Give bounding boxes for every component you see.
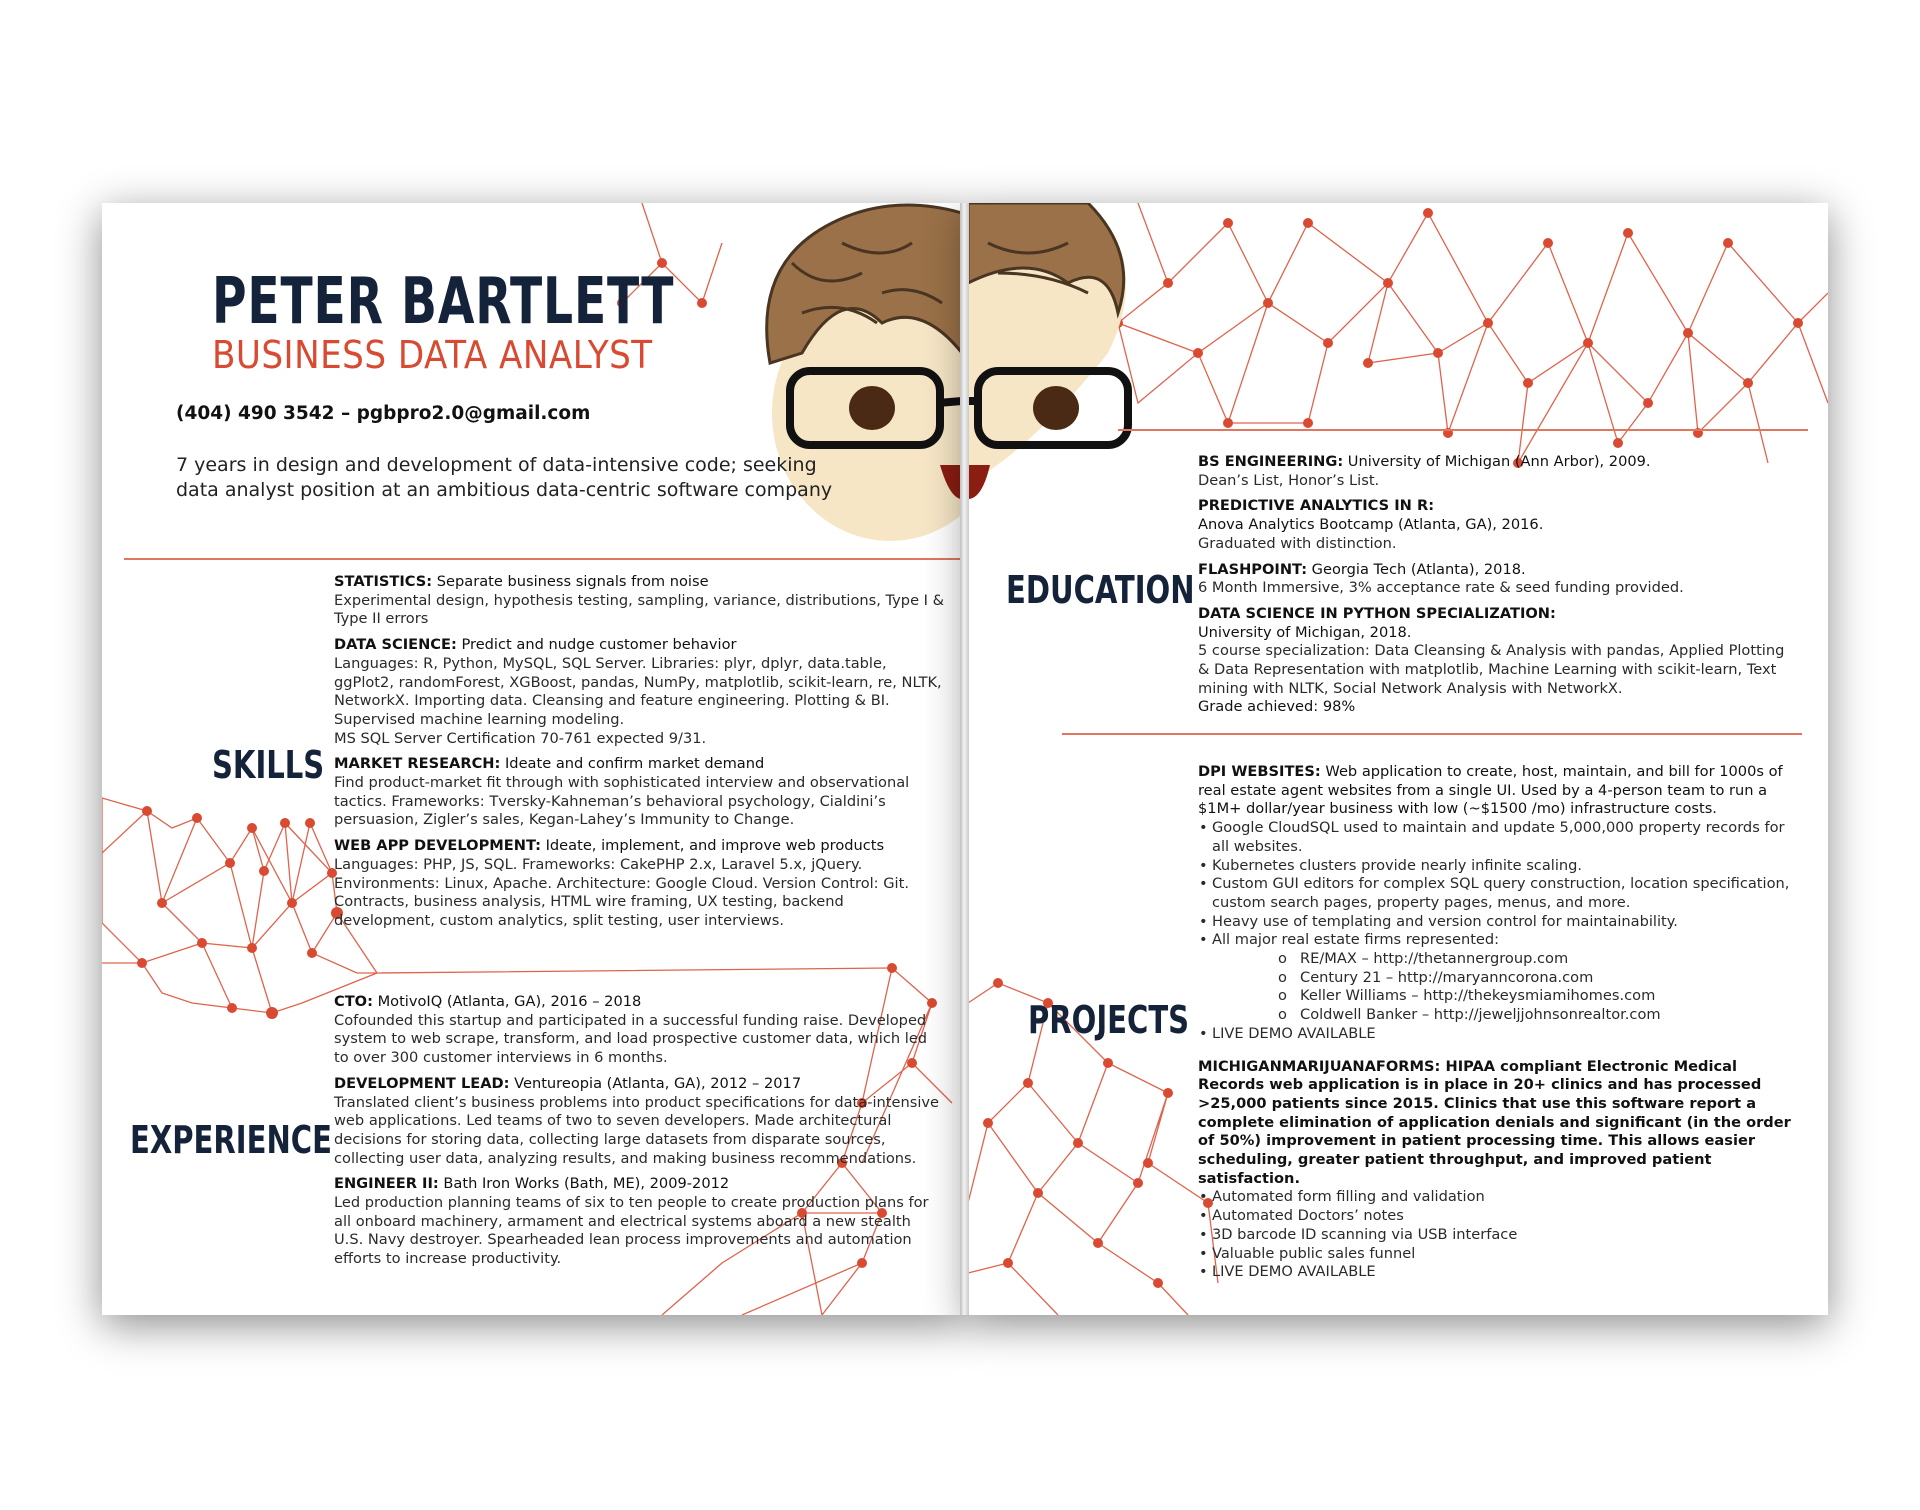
list-item: • Heavy use of templating and version control for maintainability.	[1198, 913, 1803, 932]
section-heading-education: EDUCATION	[1006, 568, 1195, 612]
section-heading-skills: SKILLS	[212, 743, 325, 787]
experience-role: CTO:	[334, 993, 373, 1010]
list-item: • Valuable public sales funnel	[1198, 1245, 1803, 1264]
experience-text: Cofounded this startup and participated in a successful funding raise. Developed system to web scrape, transform, and load prospective customer data, which led to over 300 customer interviews in 6 months.	[334, 1011, 928, 1067]
firm-list	[1198, 950, 1803, 1025]
list-item: • Automated form filling and validation	[1198, 1188, 1803, 1207]
firm-item: o RE/MAX – http://thetannergroup.com	[1278, 950, 1803, 969]
skill-head: DATA SCIENCE:	[334, 636, 457, 654]
project-description: Web application to create, host, maintain, and bill for 1000s of real estate agent websites from a single UI. Used by a 4-person team to run a $1M+ dollar/year business with low (~$1500 /mo) infrastructure costs.	[1198, 763, 1783, 818]
skill-entry	[334, 636, 944, 748]
education-program: BS ENGINEERING:	[1198, 453, 1344, 470]
project-name: DPI WEBSITES:	[1198, 763, 1321, 780]
firm-item: o Century 21 – http://maryanncorona.com	[1278, 969, 1803, 988]
education-program: DATA SCIENCE IN PYTHON SPECIALIZATION:	[1198, 604, 1556, 622]
divider-top	[1118, 429, 1808, 431]
experience-role: DEVELOPMENT LEAD:	[334, 1074, 510, 1092]
firm-item: o Keller Williams – http://thekeysmiamihomes.com	[1278, 987, 1803, 1006]
section-heading-experience: EXPERIENCE	[130, 1118, 332, 1162]
education-text: Dean’s List, Honor’s List.	[1198, 471, 1380, 489]
list-item: • LIVE DEMO AVAILABLE	[1198, 1025, 1803, 1044]
divider-education	[1062, 733, 1802, 735]
candidate-title: BUSINESS DATA ANALYST	[212, 333, 653, 377]
skill-head: MARKET RESEARCH:	[334, 755, 501, 773]
skill-entry	[334, 837, 944, 931]
education-program: PREDICTIVE ANALYTICS IN R:	[1198, 497, 1435, 515]
skill-tag: Predict and nudge customer behavior	[461, 636, 737, 654]
project-entry	[1198, 1058, 1803, 1282]
experience-list	[334, 993, 944, 1276]
education-text: 6 Month Immersive, 3% acceptance rate & seed funding provided.	[1198, 579, 1684, 597]
list-item: • Automated Doctors’ notes	[1198, 1207, 1803, 1226]
education-program: FLASHPOINT:	[1198, 560, 1308, 578]
education-text: Graduated with distinction.	[1198, 534, 1397, 552]
education-list	[1198, 453, 1798, 724]
project-entry	[1198, 763, 1803, 1044]
project-bullets	[1198, 1188, 1803, 1282]
skills-list	[334, 573, 944, 938]
project-bullets	[1198, 819, 1803, 950]
page-fold	[960, 203, 969, 1315]
skill-text: Experimental design, hypothesis testing, sampling, variance, distributions, Type I & Type II errors	[334, 591, 945, 628]
education-text: 5 course specialization: Data Cleansing & Analysis with pandas, Applied Plotting & Data Representation with matplotlib, Machine Learning with scikit-learn, Text mining with NLTK, Social Network Analysis with NetworkX.	[1198, 642, 1785, 697]
skill-tag: Ideate and confirm market demand	[505, 755, 765, 773]
experience-entry	[334, 993, 944, 1068]
project-demo	[1198, 1025, 1803, 1044]
skill-text: Find product-market fit through with sophisticated interview and observational tactics. Frameworks: Tversky-Kahneman’s behavioral psychology, Cialdini’s persuasion, Zigler’s sales, Kegan-Lahey’s Immunity to Change.	[334, 774, 910, 829]
education-text: Grade achieved: 98%	[1198, 698, 1356, 716]
experience-role: ENGINEER II:	[334, 1175, 439, 1193]
education-text: University of Michigan, 2018.	[1198, 623, 1412, 641]
experience-entry	[334, 1075, 944, 1169]
projects-list	[1198, 763, 1803, 1289]
skill-text: MS SQL Server Certification 70-761 expected 9/31.	[334, 729, 707, 747]
education-institution: University of Michigan (Ann Arbor), 2009.	[1347, 453, 1651, 470]
list-item: • Google CloudSQL used to maintain and update 5,000,000 property records for all websites.	[1198, 819, 1803, 856]
experience-org: Ventureopia (Atlanta, GA), 2012 – 2017	[514, 1074, 802, 1092]
education-institution: Georgia Tech (Atlanta), 2018.	[1311, 560, 1526, 578]
experience-org: MotivoIQ (Atlanta, GA), 2016 – 2018	[377, 993, 642, 1010]
section-heading-projects: PROJECTS	[1028, 998, 1190, 1042]
skill-entry	[334, 755, 944, 830]
education-entry	[1198, 561, 1798, 598]
divider-summary	[124, 558, 962, 560]
project-name: MICHIGANMARIJUANAFORMS:	[1198, 1057, 1441, 1075]
skill-tag: Separate business signals from noise	[436, 573, 709, 590]
skill-tag: Ideate, implement, and improve web products	[545, 837, 885, 855]
candidate-name: PETER BARTLETT	[212, 265, 675, 339]
contact-info: (404) 490 3542 – pgbpro2.0@gmail.com	[176, 403, 591, 424]
experience-entry	[334, 1175, 944, 1269]
education-entry	[1198, 497, 1798, 553]
project-description: HIPAA compliant Electronic Medical Records web application is in place in 20+ clinics and has processed >25,000 patients since 2015. Clinics that use this software report a complete elimination of application denials and significant (in the order of 50%) improvement in patient processing time. This allows easier scheduling, greater patient throughput, and improved patient satisfaction.	[1198, 1057, 1791, 1187]
summary: 7 years in design and development of data-intensive code; seeking data analyst position at an ambitious data-centric software company	[176, 454, 833, 501]
skill-entry	[334, 573, 944, 629]
list-item: • Custom GUI editors for complex SQL query construction, location specification, custom search pages, property pages, menus, and more.	[1198, 875, 1803, 912]
skill-text: Languages: PHP, JS, SQL. Frameworks: CakePHP 2.x, Laravel 5.x, jQuery. Environments: Linux, Apache. Architecture: Google Cloud. Version Control: Git. Contracts, business analysis, HTML wire framing, UX testing, backend development, custom analytics, split testing, user interviews.	[334, 855, 909, 929]
avatar-illustration-right	[968, 203, 1168, 583]
experience-text: Led production planning teams of six to ten people to create production plans for all onboard machinery, armament and electrical systems aboard a new stealth U.S. Navy destroyer. Spearheaded lean process improvements and automation efforts to increase productivity.	[334, 1194, 929, 1268]
education-entry	[1198, 453, 1798, 490]
list-item: • Kubernetes clusters provide nearly infinite scaling.	[1198, 857, 1803, 876]
list-item: • LIVE DEMO AVAILABLE	[1198, 1263, 1803, 1282]
firm-item: o Coldwell Banker – http://jeweljjohnsonrealtor.com	[1278, 1006, 1803, 1025]
list-item: • All major real estate firms represented:	[1198, 931, 1803, 950]
skill-text: Languages: R, Python, MySQL, SQL Server. Libraries: plyr, dplyr, data.table, ggPlot2, randomForest, XGBoost, pandas, NumPy, matplotlib, scikit-learn, re, NLTK, NetworkX. Importing data. Cleansing and feature engineering. Plotting & BI. Supervised machine learning modeling.	[334, 654, 942, 728]
list-item: • 3D barcode ID scanning via USB interface	[1198, 1226, 1803, 1245]
skill-head: WEB APP DEVELOPMENT:	[334, 837, 541, 855]
education-text: Anova Analytics Bootcamp (Atlanta, GA), 2016.	[1198, 516, 1544, 534]
experience-org: Bath Iron Works (Bath, ME), 2009-2012	[443, 1175, 730, 1193]
experience-text: Translated client’s business problems into product specifications for data-intensive web applications. Led teams of two to seven developers. Made architectural decisions for storing data, collecting large datasets from disparate sources, collecting user data, analyzing results, and making business recommendations.	[334, 1093, 940, 1167]
skill-head: STATISTICS:	[334, 573, 433, 590]
education-entry	[1198, 605, 1798, 717]
resume-page-right	[968, 203, 1828, 1315]
resume-page-left	[102, 203, 962, 1315]
